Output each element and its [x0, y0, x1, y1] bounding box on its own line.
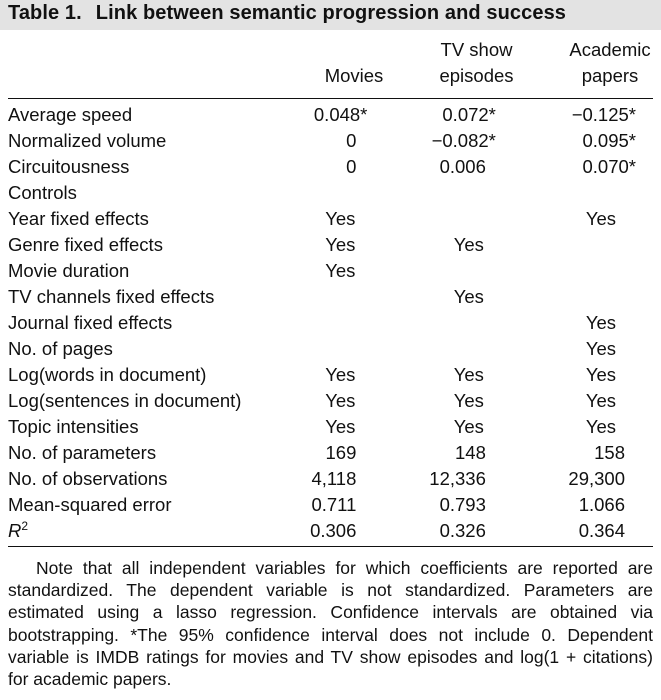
row-label-text: Circuitousness [8, 156, 130, 177]
cell-tv: Yes [453, 416, 484, 437]
row-label-text: No. of parameters [8, 442, 157, 463]
row-label [8, 310, 283, 336]
table-row [8, 336, 653, 362]
table-row [8, 440, 653, 466]
table-row [8, 128, 653, 154]
cell-movies: 4,118 [311, 468, 357, 489]
cell-movies [283, 310, 382, 336]
row-label-text: Average speed [8, 104, 133, 125]
cell-movies: Yes [325, 416, 356, 437]
cell-tv: Yes [453, 286, 484, 307]
cell-movies: Yes [325, 260, 356, 281]
row-label [8, 128, 283, 154]
cell-tv [382, 258, 524, 284]
table-row [8, 388, 653, 414]
row-label-superscript: 2 [21, 518, 29, 533]
results-table-body [8, 102, 653, 544]
table-title-text: Link between semantic progression and success [95, 2, 567, 24]
row-label-text: Movie duration [8, 260, 130, 281]
row-label-text: R [8, 520, 22, 541]
row-label-text: Log(words in document) [8, 364, 207, 385]
row-label-text: Controls [8, 182, 77, 203]
results-table [8, 102, 653, 544]
cell-movies: 169 [325, 442, 357, 463]
cell-tv: Yes [453, 364, 484, 385]
table-row [8, 102, 653, 128]
table-row [8, 362, 653, 388]
row-label [8, 466, 283, 492]
cell-tv: 148 [455, 442, 486, 463]
row-label [8, 518, 283, 544]
table-title-bar [0, 0, 661, 30]
column-header-academic-line1: Academic [569, 39, 651, 60]
table-row [8, 310, 653, 336]
row-label [8, 284, 283, 310]
row-label-text: Journal fixed effects [8, 312, 173, 333]
row-label [8, 206, 283, 232]
row-label [8, 180, 283, 206]
row-label [8, 258, 283, 284]
cell-tv [382, 336, 524, 362]
row-label [8, 232, 283, 258]
header-rule [8, 98, 653, 99]
cell-tv [382, 310, 524, 336]
cell-academic [524, 258, 653, 284]
cell-academic: Yes [585, 416, 616, 437]
cell-tv [382, 180, 524, 206]
cell-movies: Yes [325, 364, 356, 385]
cell-academic [524, 232, 653, 258]
cell-movies: Yes [325, 234, 356, 255]
column-header-tv-line2: episodes [439, 65, 514, 86]
cell-academic: 0.364 [578, 520, 625, 541]
row-label-text: Year fixed effects [8, 208, 149, 229]
row-label-text: Topic intensities [8, 416, 139, 437]
table-note: Note that all independent variables for which coefficients are reported are standardized. The dependent variable is not standardized. Parameters are estimated using a lasso regression. Confidence intervals are obtained via bootstrapping. *The 95% confidence interval does not include 0. Dependent variable is IMDB ratings for movies and TV show episodes and log(1 + citations) for academic papers. [8, 558, 653, 690]
table-row [8, 284, 653, 310]
table-row [8, 180, 653, 206]
cell-academic: Yes [585, 208, 616, 229]
row-label [8, 362, 283, 388]
table-row [8, 466, 653, 492]
cell-academic: −0.125* [571, 104, 636, 125]
cell-academic: Yes [585, 312, 616, 333]
cell-movies [283, 336, 382, 362]
cell-tv: 0.793 [439, 494, 486, 515]
table-row [8, 206, 653, 232]
cell-movies [283, 284, 382, 310]
cell-tv: Yes [453, 234, 484, 255]
row-label-text: No. of observations [8, 468, 168, 489]
cell-tv [382, 206, 524, 232]
cell-academic: Yes [585, 338, 616, 359]
column-header-tv-line1: TV show [440, 39, 513, 60]
bottom-rule [8, 546, 653, 547]
cell-academic: Yes [585, 364, 616, 385]
cell-movies [283, 180, 382, 206]
cell-movies: 0.711 [311, 494, 357, 515]
cell-academic: 0.070* [582, 156, 636, 177]
row-label-text: TV channels fixed effects [8, 286, 215, 307]
cell-academic: Yes [585, 390, 616, 411]
cell-tv: 0.326 [439, 520, 486, 541]
cell-academic: 1.066 [578, 494, 625, 515]
table-row [8, 492, 653, 518]
table-row [8, 414, 653, 440]
cell-academic: 158 [594, 442, 625, 463]
table-number: Table 1. [8, 2, 82, 24]
cell-academic [524, 180, 653, 206]
table-row [8, 232, 653, 258]
cell-movies: 0 [346, 130, 357, 151]
column-header-academic-line2: papers [581, 65, 639, 86]
row-label [8, 102, 283, 128]
cell-movies: Yes [325, 390, 356, 411]
row-label-text: No. of pages [8, 338, 113, 359]
cell-tv: 0.006 [439, 156, 486, 177]
cell-academic: 0.095* [582, 130, 636, 151]
row-label [8, 414, 283, 440]
row-label-text: Genre fixed effects [8, 234, 163, 255]
cell-movies: 0 [346, 156, 357, 177]
row-label-text: Normalized volume [8, 130, 167, 151]
row-label [8, 154, 283, 180]
table-row [8, 154, 653, 180]
table-row [8, 518, 653, 544]
cell-tv: 0.072* [442, 104, 496, 125]
cell-movies: Yes [325, 208, 356, 229]
row-label [8, 492, 283, 518]
row-label [8, 388, 283, 414]
row-label-text: Mean-squared error [8, 494, 172, 515]
cell-tv: 12,336 [429, 468, 486, 489]
row-label [8, 440, 283, 466]
row-label [8, 336, 283, 362]
cell-movies: 0.048* [313, 104, 368, 125]
column-header-movies: Movies [324, 65, 384, 86]
cell-academic [524, 284, 653, 310]
cell-tv: −0.082* [431, 130, 496, 151]
table-row [8, 258, 653, 284]
row-label-text: Log(sentences in document) [8, 390, 242, 411]
cell-tv: Yes [453, 390, 484, 411]
cell-movies: 0.306 [310, 520, 357, 541]
table-title [8, 2, 566, 25]
cell-academic: 29,300 [568, 468, 625, 489]
